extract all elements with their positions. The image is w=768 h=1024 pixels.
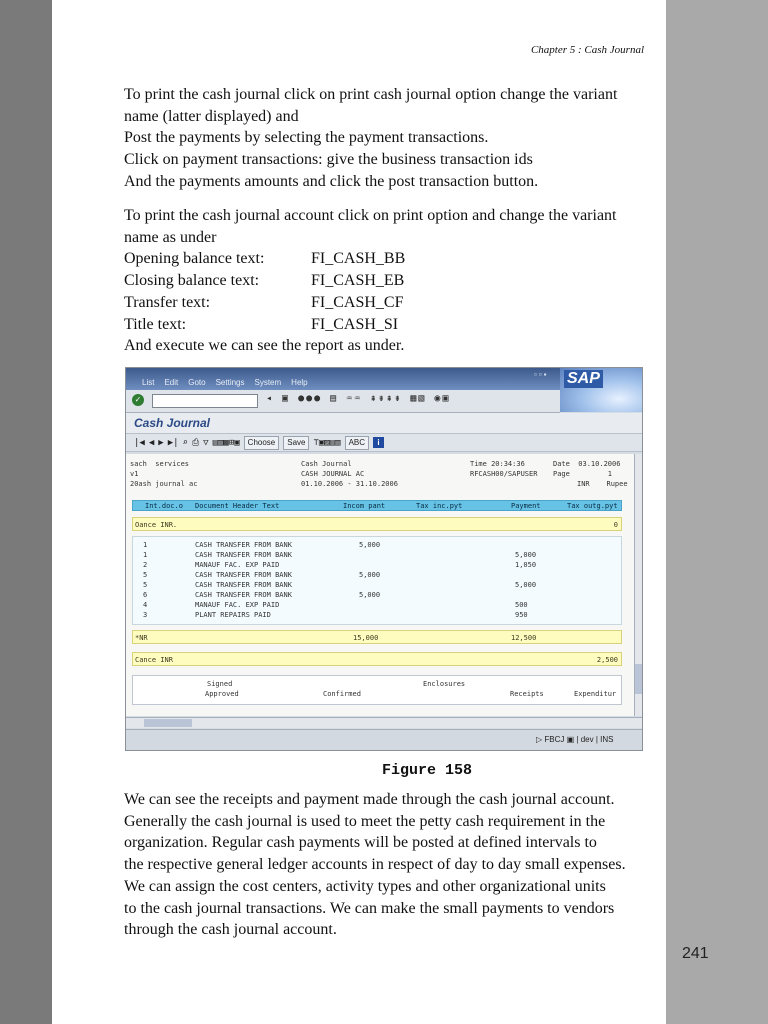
total-payment: 12,500 bbox=[511, 634, 537, 642]
sap-logo: SAP bbox=[560, 368, 643, 412]
variant-row bbox=[124, 270, 648, 292]
running-header: Chapter 5 : Cash Journal bbox=[530, 44, 644, 56]
right-margin-band bbox=[666, 0, 768, 1024]
col-tax-outg[interactable]: Tax outg.pyt bbox=[567, 502, 618, 510]
table-row[interactable]: 4 MANAUF FAC. EXP PAID 500 bbox=[143, 601, 528, 609]
status-bar bbox=[126, 729, 642, 751]
col-doc-header-text[interactable]: Document Header Text bbox=[195, 502, 280, 510]
enter-check-icon[interactable]: ✓ bbox=[132, 394, 144, 406]
report-header-date: Date 03.10.2006 Page 1 bbox=[553, 460, 621, 478]
menu-help[interactable]: Help bbox=[291, 378, 308, 387]
variant-label: Title text: bbox=[124, 315, 187, 333]
standard-toolbar-icons[interactable]: ◂ ▣ ●●● ▤ ♒♒ ⇞⇟⇞⇟ ▦▧ ◉▣ bbox=[266, 393, 451, 404]
col-tax-inc[interactable]: Tax inc.pyt bbox=[416, 502, 463, 510]
status-info: ▷ FBCJ ▣ | dev | INS bbox=[536, 735, 614, 744]
variant-value: FI_CASH_BB bbox=[311, 250, 406, 268]
sap-window-screenshot bbox=[125, 367, 643, 751]
transaction-code: FBCJ bbox=[544, 735, 565, 744]
vertical-scrollbar[interactable] bbox=[634, 454, 643, 716]
application-toolbar bbox=[126, 434, 642, 452]
report-header-time: Time 20:34:36 RFCASH00/SAPUSER bbox=[470, 460, 538, 478]
text-line: to the cash journal transactions. We can make the small payments to vendors bbox=[124, 899, 615, 917]
variant-label: Opening balance text: bbox=[124, 250, 265, 268]
variant-value: FI_CASH_EB bbox=[311, 272, 405, 290]
opening-balance-row bbox=[132, 517, 622, 531]
paragraph-variant-names bbox=[124, 205, 648, 357]
screen-title: Cash Journal bbox=[134, 416, 211, 430]
opening-balance-label: Oance INR. bbox=[135, 521, 178, 529]
text-line: And the payments amounts and click the post transaction button. bbox=[124, 172, 539, 190]
text-line: name (latter displayed) and bbox=[124, 107, 299, 125]
scroll-thumb[interactable] bbox=[635, 664, 643, 694]
insert-mode[interactable]: INS bbox=[600, 735, 614, 744]
text-line: We can assign the cost centers, activity types and other organizational units bbox=[124, 877, 606, 895]
report-header-currency: INR Rupee bbox=[577, 480, 628, 488]
text-line: To print the cash journal account click on print option and change the variant bbox=[124, 207, 617, 224]
horizontal-scrollbar[interactable] bbox=[126, 717, 642, 728]
confirmed-label: Confirmed bbox=[323, 690, 361, 698]
total-row bbox=[132, 630, 622, 644]
first-page-icon[interactable]: |◀ bbox=[134, 437, 145, 448]
text-line: Click on payment transactions: give the business transaction ids bbox=[124, 151, 533, 169]
save-button[interactable]: Save bbox=[283, 436, 309, 450]
scroll-thumb[interactable] bbox=[144, 719, 192, 727]
table-row[interactable]: 1 CASH TRANSFER FROM BANK 5,000 bbox=[143, 541, 381, 549]
menu-settings[interactable]: Settings bbox=[215, 378, 245, 387]
enclosures-label: Enclosures bbox=[423, 680, 466, 688]
choose-button[interactable]: Choose bbox=[244, 436, 280, 450]
variant-row bbox=[124, 248, 648, 270]
filter-icon[interactable]: ▽ bbox=[203, 437, 209, 448]
variant-label: Transfer text: bbox=[124, 293, 211, 311]
report-header-left: sach services v1 20ash journal ac bbox=[130, 460, 198, 488]
system-name: dev bbox=[580, 735, 594, 744]
receipts-label: Receipts bbox=[510, 690, 544, 698]
closing-balance-value: 2,500 bbox=[596, 656, 618, 664]
text-line: through the cash journal account. bbox=[124, 921, 337, 939]
table-row[interactable]: 3 PLANT REPAIRS PAID 950 bbox=[143, 611, 528, 619]
column-header-row bbox=[132, 500, 622, 511]
closing-balance-row bbox=[132, 652, 622, 666]
figure-caption: Figure 158 bbox=[382, 762, 473, 779]
text-line: We can see the receipts and payment made through the cash journal account. bbox=[124, 791, 615, 808]
variant-row bbox=[124, 314, 648, 336]
text-line: To print the cash journal click on print cash journal option change the variant bbox=[124, 86, 618, 103]
abc-button[interactable]: ABC bbox=[345, 436, 369, 450]
menu-goto[interactable]: Goto bbox=[188, 378, 206, 387]
command-field[interactable] bbox=[152, 394, 258, 408]
expenditure-label: Expenditur bbox=[574, 690, 617, 698]
opening-balance-value: 0 bbox=[613, 521, 618, 529]
last-page-icon[interactable]: ▶| bbox=[167, 437, 179, 448]
paragraph-print-instructions bbox=[124, 84, 648, 193]
total-label: *NR bbox=[135, 634, 148, 642]
table-row[interactable]: 2 MANAUF FAC. EXP PAID 1,050 bbox=[143, 561, 537, 569]
text-line: Generally the cash journal is used to meet the petty cash requirement in the bbox=[124, 812, 606, 830]
col-income[interactable]: Incom pant bbox=[343, 502, 386, 510]
closing-balance-label: Cance INR bbox=[135, 656, 173, 664]
left-margin-band bbox=[0, 0, 52, 1024]
print-icon[interactable]: ⎙ bbox=[191, 437, 200, 448]
report-list-area bbox=[126, 454, 634, 716]
variant-value: FI_CASH_CF bbox=[311, 293, 404, 311]
menu-edit[interactable]: Edit bbox=[164, 378, 179, 387]
variant-row bbox=[124, 292, 648, 314]
signature-block bbox=[132, 675, 622, 705]
line-items-table bbox=[132, 536, 622, 625]
export-icons[interactable]: ⊤▣▨▤▥ bbox=[313, 437, 341, 448]
text-line: Post the payments by selecting the payment transactions. bbox=[124, 129, 489, 147]
page-number: 241 bbox=[682, 945, 709, 962]
total-income: 15,000 bbox=[353, 634, 379, 642]
table-row[interactable]: 5 CASH TRANSFER FROM BANK 5,000 bbox=[143, 581, 537, 589]
approved-label: Approved bbox=[205, 690, 239, 698]
layout-icons[interactable]: ▤▥▦⊞▣ bbox=[212, 437, 240, 448]
previous-page-icon[interactable]: ◀ bbox=[148, 437, 155, 448]
variant-label: Closing balance text: bbox=[124, 272, 260, 290]
report-header-center: Cash Journal CASH JOURNAL AC 01.10.2006 - 31.10.2006 bbox=[301, 460, 398, 488]
menu-list[interactable]: List bbox=[142, 378, 155, 387]
table-row[interactable]: 6 CASH TRANSFER FROM BANK 5,000 bbox=[143, 591, 381, 599]
col-int-doc[interactable]: Int.doc.o bbox=[145, 502, 183, 510]
sap-title-bar bbox=[126, 413, 642, 434]
text-line: the respective general ledger accounts in respect of day to day small expenses. bbox=[124, 856, 626, 874]
find-icon[interactable]: ⌕ bbox=[182, 437, 188, 448]
signed-label: Signed bbox=[207, 680, 233, 688]
table-row[interactable]: 1 CASH TRANSFER FROM BANK 5,000 bbox=[143, 551, 537, 559]
variant-value: FI_CASH_SI bbox=[311, 315, 399, 333]
text-line: And execute we can see the report as under. bbox=[124, 337, 405, 355]
info-icon[interactable]: i bbox=[373, 437, 384, 448]
paragraph-explanation bbox=[124, 789, 648, 941]
sap-standard-toolbar bbox=[126, 390, 560, 413]
next-page-icon[interactable]: ▶ bbox=[158, 437, 164, 448]
col-payment[interactable]: Payment bbox=[511, 502, 541, 510]
menu-system[interactable]: System bbox=[254, 378, 282, 387]
window-controls[interactable]: ▫▫▪ bbox=[534, 370, 549, 379]
text-line: organization. Regular cash payments will be posted at defined intervals to bbox=[124, 834, 597, 852]
text-line: name as under bbox=[124, 228, 217, 246]
table-row[interactable]: 5 CASH TRANSFER FROM BANK 5,000 bbox=[143, 571, 381, 579]
